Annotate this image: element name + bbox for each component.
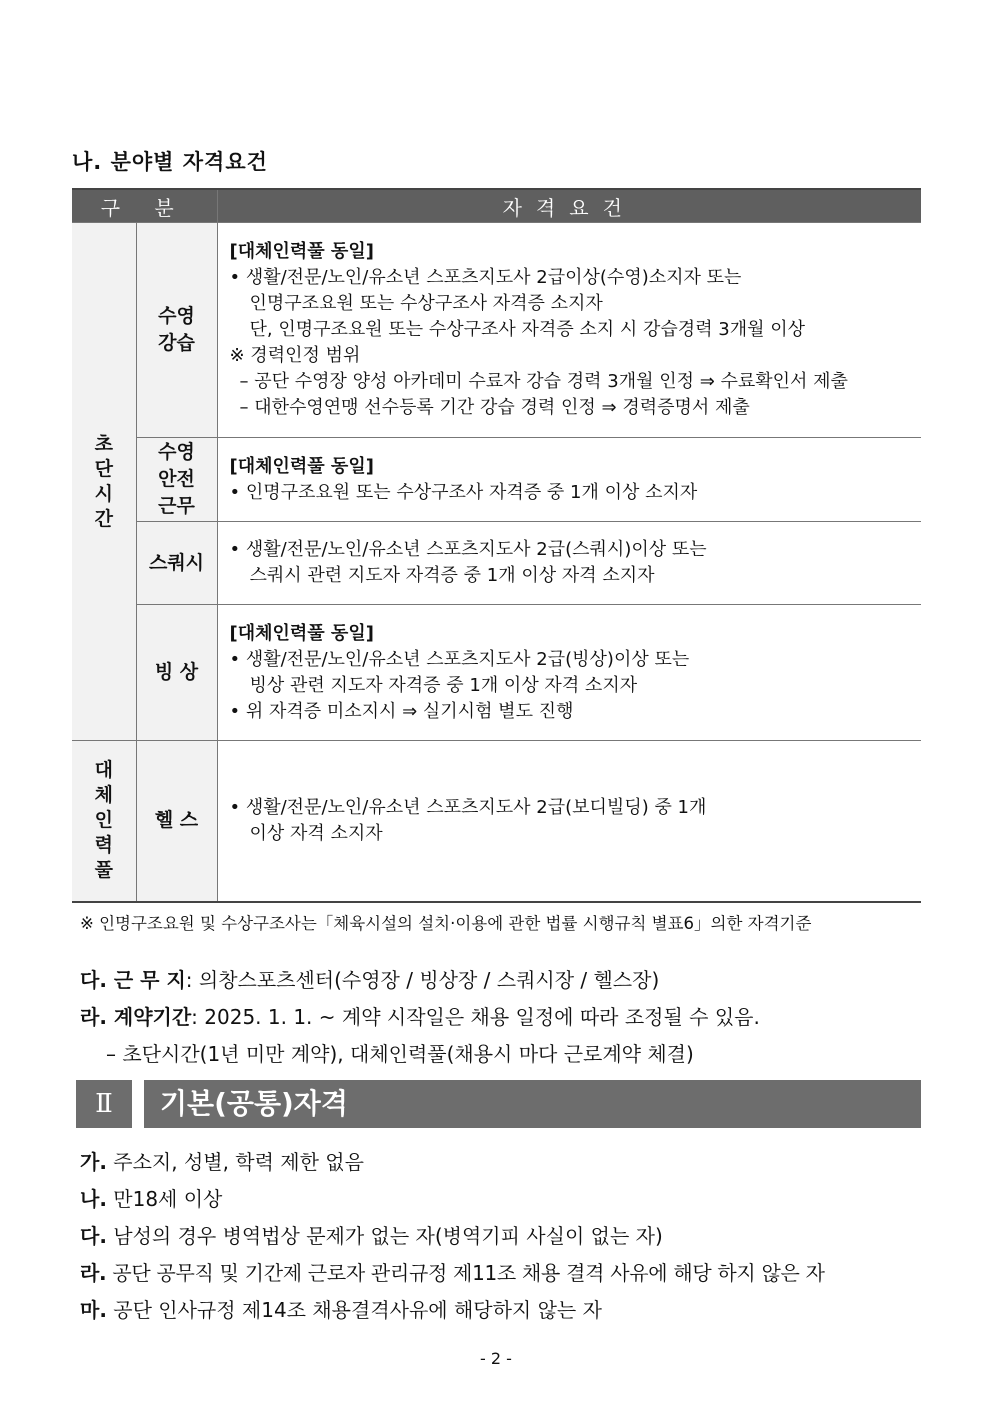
requirement-cell: [217, 605, 921, 741]
table-row: [72, 438, 921, 522]
subcategory-line: 헬 스: [154, 809, 199, 832]
requirement-cell: [217, 438, 921, 522]
category-char: 시: [94, 482, 113, 505]
section-number: Ⅱ: [76, 1080, 132, 1128]
subcategory-line: 근무: [158, 495, 195, 517]
item-text: 만18세 이상: [113, 1187, 223, 1211]
workplace-line: [80, 964, 659, 993]
category-char: 간: [94, 507, 113, 530]
requirement-line: ※ 경력인정 범위: [229, 345, 361, 366]
header-requirement: 자격요건: [217, 189, 921, 223]
subcategory-line: 수영: [158, 441, 195, 463]
workplace-text: : 의창스포츠센터(수영장 / 빙상장 / 스쿼시장 / 헬스장): [185, 968, 660, 992]
header-category: 구 분: [72, 189, 217, 223]
table-row: [72, 605, 921, 741]
requirement-cell: [217, 522, 921, 605]
category-char: 대: [94, 759, 113, 782]
list-item: [80, 1257, 825, 1286]
item-label: 가.: [80, 1150, 107, 1174]
category-cell-short-time: [72, 223, 136, 741]
requirement-line: • 생활/전문/노인/유소년 스포츠지도사 2급(빙상)이상 또는: [229, 648, 690, 670]
category-char: 체: [94, 784, 113, 807]
requirement-line: • 위 자격증 미소지시 ⇒ 실기시험 별도 진행: [229, 700, 574, 722]
item-label: 라.: [80, 1261, 107, 1285]
item-text: 공단 인사규정 제14조 채용결격사유에 해당하지 않는 자: [113, 1298, 602, 1322]
section-title: 나. 분야별 자격요건: [72, 150, 268, 174]
requirement-line: 인명구조요원 또는 수상구조사 자격증 소지자: [249, 293, 603, 314]
table-row: [72, 223, 921, 438]
category-char: 인: [94, 809, 113, 832]
subcategory-line: 스쿼시: [148, 551, 205, 574]
requirement-cell: [217, 741, 921, 902]
item-label: 다.: [80, 1224, 107, 1248]
requirement-line: 단, 인명구조요원 또는 수상구조사 자격증 소지 시 강습경력 3개월 이상: [249, 319, 806, 340]
item-label: 나.: [80, 1187, 107, 1211]
requirement-line: – 공단 수영장 양성 아카데미 수료자 강습 경력 3개월 인정 ⇒ 수료확인서 제출: [239, 371, 848, 392]
requirement-line: [대체인력풀 동일]: [229, 622, 374, 644]
requirement-line: 스쿼시 관련 지도자 자격증 중 1개 이상 자격 소지자: [249, 565, 655, 586]
list-item: [80, 1183, 222, 1212]
subcategory-cell: [136, 605, 217, 741]
subcategory-cell: [136, 438, 217, 522]
list-item: [80, 1146, 364, 1175]
requirement-cell: [217, 223, 921, 438]
subcategory-line: 강습: [158, 332, 195, 354]
requirement-line: • 생활/전문/노인/유소년 스포츠지도사 2급(보디빌딩) 중 1개: [229, 796, 707, 818]
contract-text: : 2025. 1. 1. ~ 계약 시작일은 채용 일정에 따라 조정될 수 있음.: [191, 1005, 760, 1029]
item-text: 공단 공무직 및 기간제 근로자 관리규정 제11조 채용 결격 사유에 해당 하지 않은 자: [112, 1261, 825, 1285]
category-cell-substitute-pool: [72, 741, 136, 902]
subcategory-line: 빙 상: [154, 661, 199, 683]
workplace-label: 다. 근 무 지: [80, 968, 186, 992]
category-char: 초: [94, 432, 113, 455]
requirement-line: 빙상 관련 지도자 자격증 중 1개 이상 자격 소지자: [249, 674, 638, 696]
section-header-bar: [72, 1080, 921, 1128]
subcategory-cell: [136, 741, 217, 902]
contract-line: [80, 1001, 760, 1030]
item-text: 주소지, 성별, 학력 제한 없음: [113, 1150, 364, 1174]
table-row: [72, 741, 921, 902]
requirement-line: • 생활/전문/노인/유소년 스포츠지도사 2급(스쿼시)이상 또는: [229, 539, 707, 560]
table-header-row: [72, 189, 921, 223]
subcategory-line: 수영: [158, 305, 195, 327]
subcategory-cell: [136, 223, 217, 438]
page-number: - 2 -: [480, 1349, 512, 1368]
requirements-table: [72, 188, 921, 903]
contract-label: 라. 계약기간: [80, 1005, 192, 1029]
contract-sub-line: – 초단시간(1년 미만 계약), 대체인력풀(채용시 마다 근로계약 체결): [106, 1042, 694, 1066]
table-row: [72, 522, 921, 605]
requirement-line: 이상 자격 소지자: [249, 822, 383, 844]
subcategory-line: 안전: [158, 468, 195, 490]
requirement-line: – 대한수영연맹 선수등록 기간 강습 경력 인정 ⇒ 경력증명서 제출: [239, 397, 750, 418]
category-char: 풀: [94, 859, 113, 882]
list-item: [80, 1294, 602, 1323]
item-text: 남성의 경우 병역법상 문제가 없는 자(병역기피 사실이 없는 자): [113, 1224, 663, 1248]
requirement-line: [대체인력풀 동일]: [229, 455, 374, 477]
subcategory-cell: [136, 522, 217, 605]
footnote: ※ 인명구조요원 및 수상구조사는「체육시설의 설치·이용에 관한 법률 시행규칙 별표6」의한 자격기준: [80, 914, 812, 933]
category-char: 단: [94, 457, 113, 480]
category-char: 력: [94, 834, 113, 857]
section-title-basic: 기본(공통)자격: [144, 1080, 921, 1128]
requirement-line: • 인명구조요원 또는 수상구조사 자격증 중 1개 이상 소지자: [229, 481, 698, 503]
requirement-line: [대체인력풀 동일]: [229, 241, 374, 262]
requirement-line: • 생활/전문/노인/유소년 스포츠지도사 2급이상(수영)소지자 또는: [229, 267, 742, 288]
item-label: 마.: [80, 1298, 107, 1322]
list-item: [80, 1220, 663, 1249]
